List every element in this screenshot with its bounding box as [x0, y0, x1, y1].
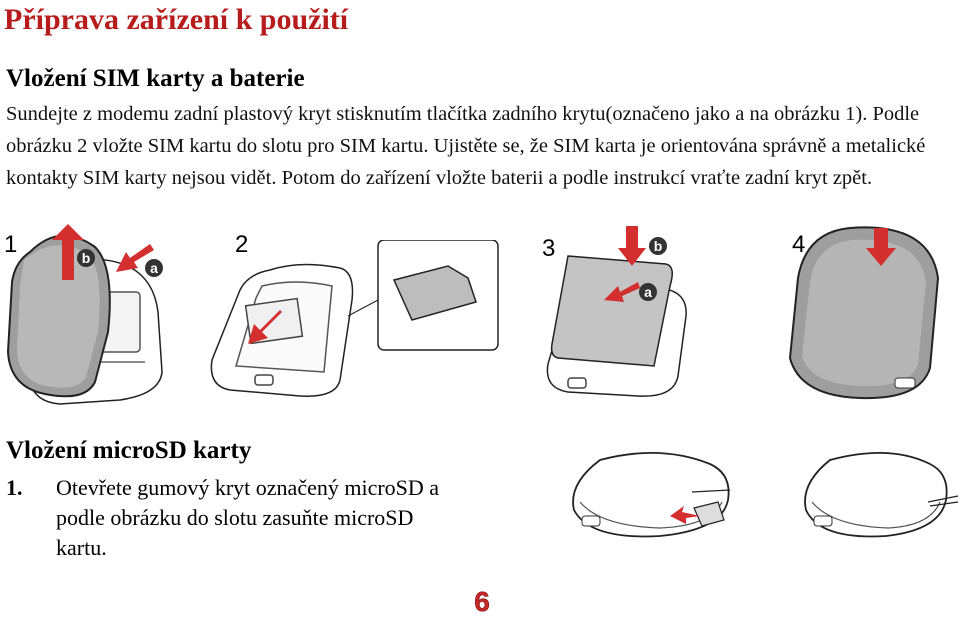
step-number: 1.	[6, 475, 23, 500]
svg-text:a: a	[150, 260, 158, 276]
svg-text:a: a	[644, 284, 652, 300]
step-line-2: podle obrázku do slotu zasuňte microSD	[56, 505, 414, 530]
figure-3-number: 3	[542, 235, 556, 262]
page-number: 6	[474, 586, 490, 617]
microsd-step-1	[6, 473, 526, 563]
figure-4-replace-cover	[780, 218, 950, 408]
figure-1-number: 1	[4, 231, 18, 258]
microsd-inserted-figure	[790, 440, 960, 550]
figure-4-number: 4	[792, 231, 806, 258]
battery-illustration	[552, 256, 673, 366]
callout-a-icon	[639, 283, 657, 301]
sim-section-heading: Vložení SIM karty a baterie	[6, 65, 305, 92]
figure-1-remove-cover	[0, 222, 230, 412]
svg-text:b: b	[81, 250, 91, 266]
figure-2-insert-sim	[200, 240, 500, 410]
figure-3-insert-battery	[538, 226, 708, 406]
page-title: Příprava zařízení k použití	[4, 3, 349, 36]
step-line-3: kartu.	[56, 535, 107, 560]
modem-side-illustration	[805, 453, 947, 537]
callout-b-icon	[649, 237, 667, 255]
callout-b-icon	[77, 249, 95, 267]
step-line-1: Otevřete gumový kryt označený microSD a	[56, 475, 440, 500]
closed-modem-illustration	[790, 227, 938, 398]
svg-text:b: b	[653, 238, 663, 254]
microsd-insert-figure	[560, 440, 760, 550]
sim-card-zoom-illustration	[378, 240, 498, 350]
sim-instructions-paragraph: Sundejte z modemu zadní plastový kryt stisknutím tlačítka zadního krytu(označeno jako a na obrázku 1). Podle obrázku 2 vložte SIM kartu do slotu pro SIM kartu. Ujistěte se, že SIM karta je orientována správně a metalické kontakty SIM karty nejsou vidět. Potom do zařízení vložte baterii a podle instrukcí vraťte zadní kryt zpět.	[6, 103, 926, 189]
figure-2-number: 2	[235, 231, 249, 258]
zoom-leader-line	[348, 300, 378, 316]
modem-open-illustration	[211, 264, 352, 396]
callout-a-icon	[145, 259, 163, 277]
microsd-section-heading: Vložení microSD karty	[6, 437, 252, 464]
